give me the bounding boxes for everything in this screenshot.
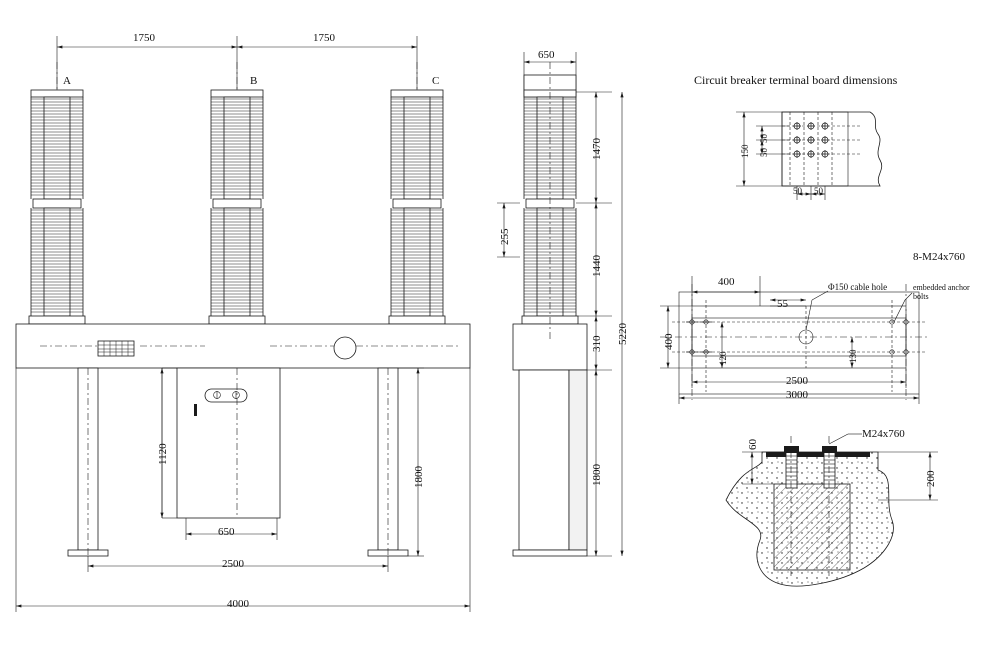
dim-label-255: 255 [499,228,511,245]
dim-label-650-side: 650 [538,49,555,61]
dim-label-400-left: 400 [663,333,675,350]
dim-label-120: 120 [718,351,728,365]
dim-label-1800-front: 1800 [413,466,425,488]
terminal-board-title: Circuit breaker terminal board dimensions [694,73,898,87]
dim-label-4000: 4000 [227,598,249,610]
phase-label-a: A [63,75,71,87]
front-frame [16,324,470,368]
note-anchor-bolt-size: M24x760 [862,428,905,440]
dim-label-1800-side: 1800 [591,464,603,486]
anchor-bolt-detail [726,434,938,586]
dim-label-200: 200 [925,470,937,487]
dim-label-50-v1: 50 [759,134,769,143]
mechanism-cabinet [177,368,280,518]
terminal-board-detail [736,112,882,200]
dim-label-130: 130 [848,349,858,363]
note-anchor-bolt-line1: embedded anchor [913,283,970,292]
dim-label-50-h1: 50 [793,186,802,196]
dim-label-5220: 5220 [617,323,629,345]
note-anchor-bolt-line2: bolts [913,292,929,301]
dim-label-50-h2: 50 [814,186,823,196]
dim-label-1440: 1440 [591,255,603,277]
phase-label-b: B [250,75,258,87]
dim-label-3000-plan: 3000 [786,389,808,401]
dim-label-1750-left: 1750 [133,32,155,44]
dim-label-2500-front: 2500 [222,558,244,570]
note-anchor-bolt-spec: 8-M24x760 [913,251,965,263]
dim-label-2500-plan: 2500 [786,375,808,387]
dim-label-400-top: 400 [718,276,735,288]
dim-label-55: 55 [777,298,788,310]
phase-label-c: C [432,75,440,87]
dim-label-50-v2: 50 [759,148,769,157]
dim-label-60: 60 [747,439,759,450]
dim-label-1470: 1470 [591,138,603,160]
pole-assembly-a [29,90,85,324]
dim-1800-front [398,368,424,556]
dim-label-1750-right: 1750 [313,32,335,44]
note-cable-hole: Φ150 cable hole [828,282,888,292]
dim-label-150: 150 [740,144,750,158]
pole-assembly-c [389,90,445,324]
pole-assembly-b [209,90,265,324]
dim-label-1120: 1120 [157,443,169,465]
dim-label-650-front: 650 [218,526,235,538]
dim-label-310: 310 [591,335,603,352]
